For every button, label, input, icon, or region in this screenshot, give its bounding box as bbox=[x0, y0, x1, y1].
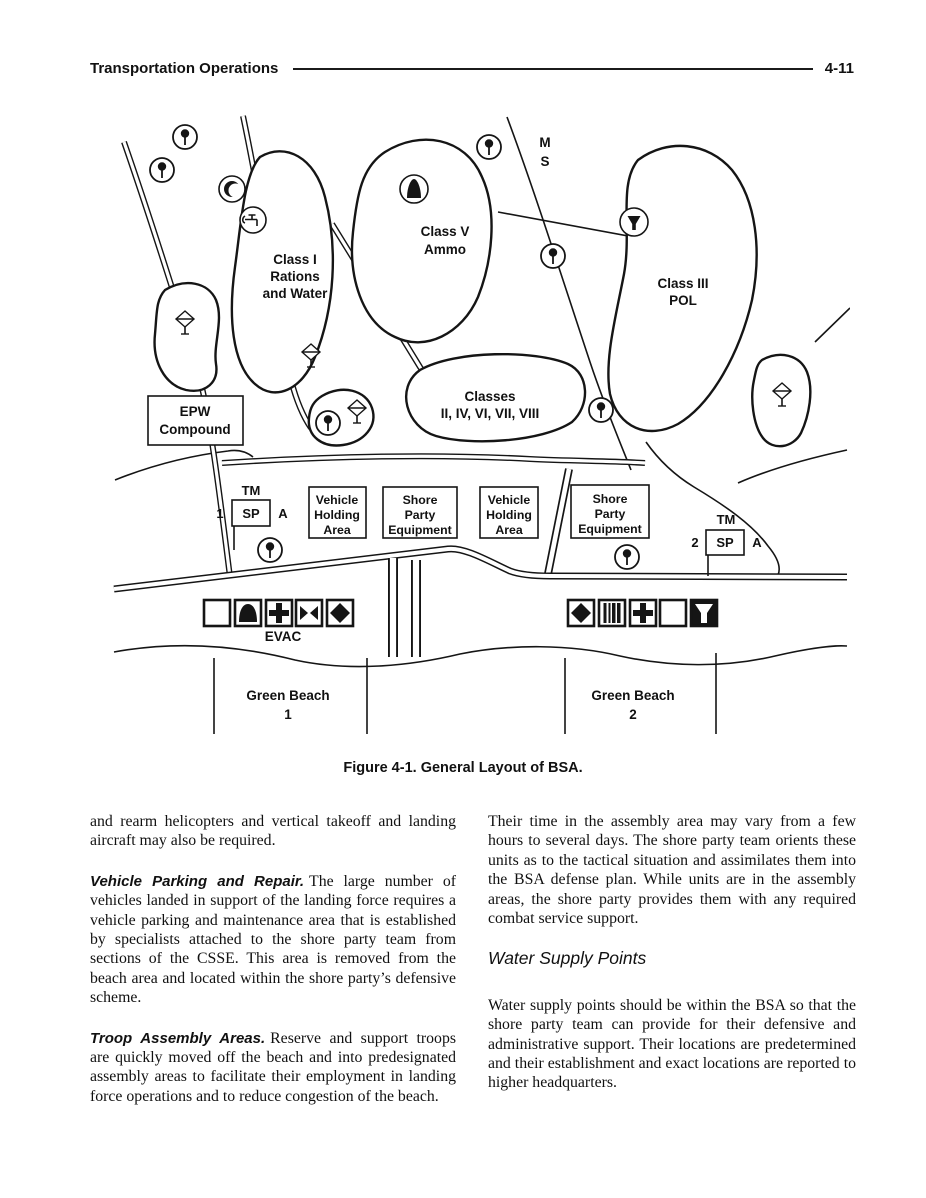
vegetation-patch-left bbox=[155, 283, 219, 391]
paragraph-text: and rearm helicopters and vertical takeoff and landing aircraft may also be required. bbox=[90, 813, 456, 850]
class-v-label-line1: Class V bbox=[420, 224, 470, 239]
class-iii-label-line1: Class III bbox=[657, 276, 709, 291]
flag-cross-icon bbox=[266, 600, 292, 626]
flag-triangles-icon bbox=[296, 600, 322, 626]
flag-empty-icon bbox=[204, 600, 230, 626]
classes-misc-label-line1: Classes bbox=[464, 389, 516, 404]
bsa-layout-figure bbox=[110, 112, 850, 744]
shore-party-unit-2 bbox=[691, 512, 762, 576]
paragraph-text: Water supply points should be within the BSA so that the shore party team can provide for their defensive and administrative support. Their locations are predetermined and their establishment and exact locations are reported to higher headquarters. bbox=[488, 996, 856, 1092]
paragraph bbox=[90, 872, 456, 1008]
flag-empty-icon bbox=[660, 600, 686, 626]
flag-stripes-icon bbox=[599, 600, 625, 626]
vehicle-holding-box-1 bbox=[309, 487, 366, 538]
paragraph-lead: Troop Assembly Areas. bbox=[90, 1029, 266, 1047]
paragraph bbox=[90, 812, 456, 851]
water-point-icon bbox=[173, 125, 197, 149]
flag-cross-icon bbox=[630, 600, 656, 626]
shore-party-equipment-box-2 bbox=[571, 485, 649, 538]
svg-text:Shore: Shore bbox=[402, 493, 438, 507]
paragraph-text: The large number of vehicles landed in support of the landing force requires a vehicle parking and maintenance area that is established by specialists attached to the shore party team from sections of the CSSE. This area is removed from the beach area and located within the shore party’s defensive scheme. bbox=[90, 872, 457, 1007]
paragraph bbox=[488, 996, 856, 1093]
classes-misc-label-line2: II, IV, VI, VII, VIII bbox=[440, 406, 540, 421]
paragraph-text: Reserve and support troops are quickly moved off the beach and into predesignated assembly areas to facilitate their employment in landing force operations and to reduce congestion of the beach. bbox=[90, 1029, 457, 1105]
vehicle-holding-box-2 bbox=[480, 487, 538, 538]
svg-text:Area: Area bbox=[323, 523, 351, 537]
page-header-title: Transportation Operations bbox=[90, 60, 279, 77]
unit2-type: TM bbox=[716, 512, 736, 527]
flag-diamond-icon bbox=[327, 600, 353, 626]
class-v-area-outline bbox=[352, 140, 492, 343]
bsa-layout-diagram bbox=[110, 112, 850, 744]
shoreline bbox=[114, 646, 847, 734]
unit2-abbr: SP bbox=[716, 535, 734, 550]
flag-funnel-icon bbox=[691, 600, 717, 626]
msr-label-line2: S bbox=[540, 154, 550, 169]
svg-text:Equipment: Equipment bbox=[388, 523, 452, 537]
shore-party-equipment-box-1 bbox=[383, 487, 457, 538]
header-rule bbox=[293, 68, 813, 70]
body-column-right bbox=[488, 812, 856, 1114]
svg-text:Party: Party bbox=[594, 507, 626, 521]
class-i-label-line3: and Water bbox=[262, 286, 328, 301]
water-point-icon bbox=[150, 158, 174, 182]
water-point-icon bbox=[477, 135, 501, 159]
svg-text:Vehicle: Vehicle bbox=[315, 493, 359, 507]
unit1-type: TM bbox=[241, 483, 261, 498]
section-heading: Water Supply Points bbox=[488, 948, 647, 969]
body-column-left bbox=[90, 812, 456, 1127]
svg-text:Party: Party bbox=[404, 508, 436, 522]
class-iii-label-line2: POL bbox=[669, 293, 697, 308]
green-beach-2-label-line1: Green Beach bbox=[591, 688, 675, 703]
green-beach-1-label-line2: 1 bbox=[284, 707, 292, 722]
unit1-abbr: SP bbox=[242, 506, 260, 521]
svg-text:Holding: Holding bbox=[314, 508, 360, 522]
paragraph bbox=[488, 812, 856, 928]
water-point-icon bbox=[589, 398, 613, 422]
svg-text:Holding: Holding bbox=[486, 508, 532, 522]
water-point-icon bbox=[615, 545, 639, 569]
flag-dome-icon bbox=[235, 600, 261, 626]
svg-text:Shore: Shore bbox=[592, 492, 628, 506]
water-faucet-icon bbox=[240, 207, 266, 233]
page-number: 4-11 bbox=[824, 60, 854, 77]
water-point-icon bbox=[316, 411, 340, 435]
flag-diamond-icon bbox=[568, 600, 594, 626]
class-i-label-line1: Class I bbox=[273, 252, 317, 267]
epw-compound-box bbox=[148, 396, 243, 445]
epw-label-line2: Compound bbox=[159, 422, 231, 437]
unit1-number: 1 bbox=[216, 506, 224, 521]
paragraph bbox=[90, 1029, 456, 1107]
class-i-label-line2: Rations bbox=[270, 269, 320, 284]
msr-label-line1: M bbox=[539, 135, 551, 150]
green-beach-2-label-line2: 2 bbox=[629, 707, 637, 722]
ammunition-icon bbox=[400, 175, 428, 203]
figure-caption: Figure 4-1. General Layout of BSA. bbox=[343, 760, 583, 776]
green-beach-1-label-line1: Green Beach bbox=[246, 688, 330, 703]
unit1-suffix: A bbox=[278, 506, 288, 521]
epw-label-line1: EPW bbox=[179, 404, 211, 419]
pol-funnel-icon bbox=[620, 208, 648, 236]
svg-text:Area: Area bbox=[495, 523, 523, 537]
svg-text:Equipment: Equipment bbox=[578, 522, 642, 536]
unit2-number: 2 bbox=[691, 535, 699, 550]
water-point-icon bbox=[541, 244, 565, 268]
water-point-icon bbox=[258, 538, 282, 562]
paragraph-lead: Vehicle Parking and Repair. bbox=[90, 872, 305, 890]
subsistence-crescent-icon bbox=[219, 176, 245, 202]
unit2-suffix: A bbox=[752, 535, 762, 550]
evac-label: EVAC bbox=[264, 629, 302, 644]
svg-text:Vehicle: Vehicle bbox=[487, 493, 531, 507]
paragraph-text: Their time in the assembly area may vary from a few hours to several days. The shore party team orients these units as to the tactical situation and assimilates them into the BSA defense plan. While units are in the assembly areas, the shore party provides them with any required combat service support. bbox=[488, 813, 856, 928]
class-v-label-line2: Ammo bbox=[423, 242, 467, 257]
